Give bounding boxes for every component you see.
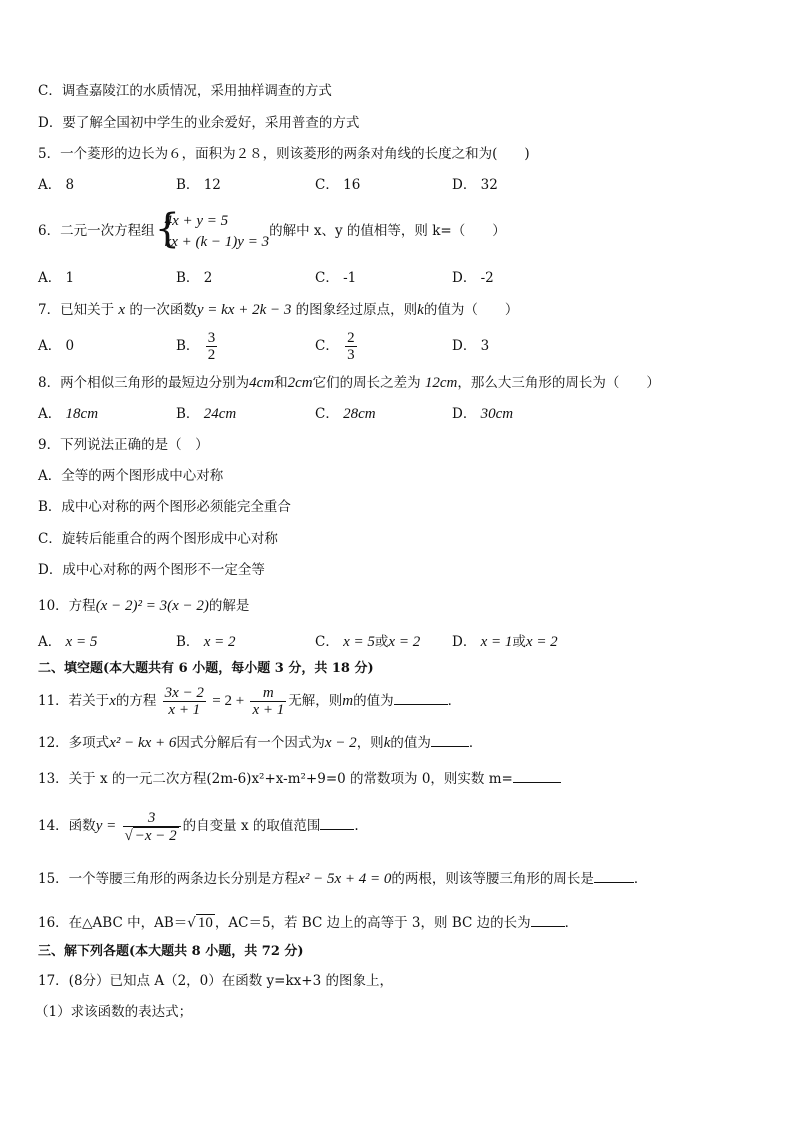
- q7-variable-x: x: [118, 302, 126, 318]
- q9-stem: 9．下列说法正确的是（ ）: [38, 437, 209, 453]
- q6-equation-2: kx + (k − 1)y = 3: [164, 233, 270, 250]
- q12-polynomial: x² − kx + 6: [109, 735, 177, 751]
- q8-text: 它们的周长之差为: [312, 375, 421, 391]
- q16-period: ．: [564, 915, 579, 931]
- q7-text: 的图象经过原点，则: [295, 302, 418, 318]
- q7-option-d: D． 3: [452, 338, 490, 354]
- q7-option-c-fraction: [345, 330, 357, 363]
- q15-text: 的两根，则该等腰三角形的周长是: [391, 871, 594, 887]
- q9-option-a: A．全等的两个图形成中心对称: [38, 468, 224, 484]
- q11-fraction-2: [250, 685, 286, 718]
- q8-text: ，那么大三角形的周长为（ ）: [457, 375, 660, 391]
- q8-option-a: [38, 404, 98, 424]
- q10-text: 的解是: [208, 598, 250, 614]
- q10-option-d: [452, 632, 558, 652]
- q15-answer-blank[interactable]: [594, 868, 634, 883]
- option-value: x = 2: [388, 634, 421, 650]
- q6-equation-system: [154, 205, 270, 253]
- q8-stem: [38, 373, 660, 393]
- q17-stem: 17．(8分）已知点 A（2，0）在函数 y=kx+3 的图象上，: [38, 973, 393, 989]
- option-value: x = 5: [343, 634, 375, 650]
- radicand: −x − 2: [134, 827, 177, 844]
- q15-equation: x² − 5x + 4 = 0: [298, 871, 392, 887]
- q16-stem: [38, 912, 578, 933]
- q8-text: 8．两个相似三角形的最短边分别为: [38, 375, 250, 391]
- q5-option-b: B． 12: [176, 177, 221, 193]
- q11-period: ．: [447, 693, 462, 709]
- q11-text: 的方程: [115, 693, 157, 709]
- option-value: 18cm: [65, 406, 99, 422]
- q8-length-2: 2cm: [287, 375, 313, 391]
- fraction-denominator: x + 1: [168, 702, 201, 718]
- q13-text: 13．关于 x 的一元二次方程(2m-6)x²+x-m²+9=0 的常数项为 0，则实数 m=: [38, 771, 513, 787]
- q12-text: ，则: [356, 735, 384, 751]
- option-label: A．: [38, 406, 62, 422]
- q5-option-a: A． 8: [38, 177, 75, 193]
- q12-answer-blank[interactable]: [431, 732, 469, 747]
- q12-text: 12．多项式: [38, 735, 110, 751]
- sqrt-symbol: √: [187, 915, 196, 931]
- fraction-numerator: 3: [123, 810, 181, 827]
- fraction-numerator: 2: [347, 330, 355, 346]
- q6-stem: [38, 205, 506, 254]
- fraction-numerator: m: [250, 685, 286, 702]
- option-label: D．: [452, 406, 477, 422]
- q14-lhs: y =: [95, 818, 117, 834]
- q7-text: 的一次函数: [129, 302, 197, 318]
- q7-text: 的值为（ ）: [423, 302, 519, 318]
- fraction-numerator: 3: [207, 330, 216, 346]
- q15-text: 15．一个等腰三角形的两条边长分别是方程: [38, 871, 299, 887]
- q14-period: .: [354, 818, 359, 834]
- q4-option-d: D．要了解全国初中学生的业余爱好，采用普查的方式: [38, 115, 360, 131]
- option-label: A．: [38, 634, 62, 650]
- q15-stem: [38, 868, 647, 889]
- q12-period: ．: [468, 735, 483, 751]
- q14-text: 的自变量 x 的取值范围: [182, 818, 321, 834]
- q12-factor: x − 2: [324, 735, 357, 751]
- section-3-heading: 三、解下列各题(本大题共 8 小题，共 72 分): [38, 944, 304, 959]
- q10-option-c: [315, 632, 420, 652]
- q11-fraction-1: [163, 685, 206, 718]
- option-label: B．: [176, 406, 200, 422]
- q16-answer-blank[interactable]: [531, 912, 565, 927]
- q6-tail: 的解中 x、y 的值相等，则 k=（ ）: [269, 223, 506, 239]
- q8-option-b: [176, 404, 236, 424]
- option-value: 28cm: [343, 406, 376, 422]
- q7-variable-k: k: [417, 302, 424, 318]
- q13-answer-blank[interactable]: [513, 768, 561, 783]
- q11-variable-m: m: [342, 693, 354, 709]
- q7-option-b-label: B．: [176, 338, 200, 354]
- q14-stem: [38, 806, 359, 846]
- option-conjunction: 或: [374, 634, 389, 650]
- q13-stem: [38, 768, 561, 789]
- q8-length-3: 12cm: [424, 375, 458, 391]
- q5-stem: 5．一个菱形的边长为６，面积为２８，则该菱形的两条对角线的长度之和为( ): [38, 146, 530, 162]
- q7-text: 7．已知关于: [38, 302, 115, 318]
- q12-variable-k: k: [383, 735, 391, 751]
- fraction-denominator: √ −x − 2: [124, 827, 177, 844]
- q7-function: y = kx + 2k − 3: [196, 302, 292, 318]
- q11-stem: [38, 682, 461, 720]
- q7-option-a: A． 0: [38, 338, 75, 354]
- q11-text: 无解，则: [288, 693, 343, 709]
- q10-text: 10．方程: [38, 598, 96, 614]
- q9-option-c: C．旋转后能重合的两个图形成中心对称: [38, 531, 278, 547]
- q7-option-c: [315, 326, 359, 366]
- q8-option-d: [452, 404, 513, 424]
- q10-equation: (x − 2)² = 3(x − 2): [95, 598, 209, 614]
- q8-length-1: 4cm: [249, 375, 275, 391]
- option-value: 24cm: [203, 406, 237, 422]
- fraction-denominator: 2: [207, 347, 216, 363]
- q15-period: ．: [633, 871, 648, 887]
- option-value: x = 5: [65, 634, 98, 650]
- option-value: 30cm: [480, 406, 514, 422]
- q9-option-d: D．成中心对称的两个图形不一定全等: [38, 562, 265, 578]
- q14-answer-blank[interactable]: [320, 815, 354, 830]
- q17-part-1: （1）求该函数的表达式；: [35, 1004, 193, 1020]
- q5-option-d: D． 32: [452, 177, 498, 193]
- option-label: C．: [315, 406, 339, 422]
- q11-answer-blank[interactable]: [394, 690, 448, 705]
- q12-text: 因式分解后有一个因式为: [176, 735, 325, 751]
- q7-option-c-label: C．: [315, 338, 339, 354]
- q14-text: 14．函数: [38, 818, 96, 834]
- q12-stem: [38, 732, 482, 753]
- fraction-denominator: x + 1: [252, 702, 285, 718]
- q11-text: 11．若关于: [38, 693, 110, 709]
- q7-stem: [38, 300, 518, 320]
- q9-option-b: B．成中心对称的两个图形必须能完全重合: [38, 499, 291, 515]
- q6-option-d: D． -2: [452, 270, 494, 286]
- fraction-denominator: 3: [347, 347, 355, 363]
- q5-option-c: C． 16: [315, 177, 361, 193]
- q7-option-b: [176, 326, 219, 366]
- option-value: x = 1: [480, 634, 513, 650]
- q12-text: 的值为: [390, 735, 431, 751]
- fraction-numerator: 3x − 2: [164, 685, 204, 701]
- q8-text: 和: [274, 375, 288, 391]
- q16-radicand: 10: [197, 915, 213, 931]
- option-label: B．: [176, 634, 200, 650]
- q16-text: 16．在△ABC 中，AB＝: [38, 915, 188, 931]
- q6-option-c: C． -1: [315, 270, 357, 286]
- q10-option-b: [176, 632, 236, 652]
- q14-fraction: [123, 810, 181, 844]
- q4-option-c: C．调查嘉陵江的水质情况，采用抽样调查的方式: [38, 83, 332, 99]
- option-conjunction: 或: [512, 634, 526, 650]
- q6-number: 6．二元一次方程组: [38, 223, 155, 239]
- q11-equals: = 2 +: [212, 693, 245, 709]
- q10-option-a: [38, 632, 97, 652]
- q8-option-c: [315, 404, 376, 424]
- section-2-heading: 二、填空题(本大题共有 6 小题，每小题 3 分，共 18 分): [38, 661, 374, 676]
- q6-option-b: B． 2: [176, 270, 213, 286]
- option-value: x = 2: [203, 634, 236, 650]
- q11-variable-x: x: [109, 693, 116, 709]
- q11-text: 的值为: [353, 693, 394, 709]
- q6-option-a: A． 1: [38, 270, 75, 286]
- q16-text: ，AC＝5，若 BC 边上的高等于 3，则 BC 边的长为: [214, 915, 531, 931]
- q7-option-b-fraction: [206, 330, 218, 363]
- q6-equation-1: 4x + y = 5: [164, 212, 229, 229]
- option-label: C．: [315, 634, 339, 650]
- q10-stem: [38, 596, 249, 616]
- brace-symbol: {: [154, 205, 181, 252]
- option-value: x = 2: [525, 634, 558, 650]
- option-label: D．: [452, 634, 477, 650]
